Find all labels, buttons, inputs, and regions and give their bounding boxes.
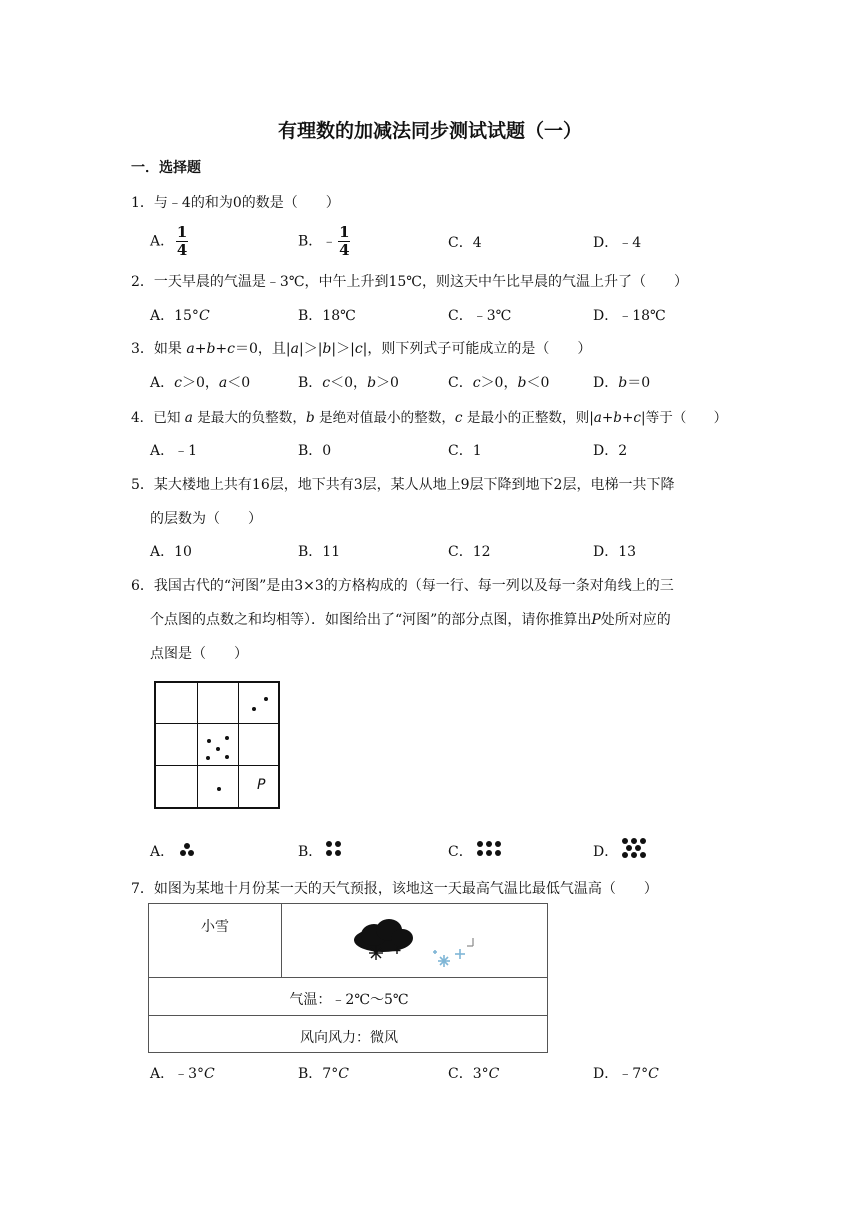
q6-option-b: B． <box>298 844 323 860</box>
six-dots-pattern <box>476 840 504 858</box>
q1-option-b: B．﹣ $\frac{1}{4}$ <box>298 223 350 259</box>
q1-option-d: D．﹣4 <box>593 235 642 251</box>
page-title: 有理数的加减法同步测试试题（一） <box>277 120 582 142</box>
fraction: $\frac{1}{4}$ <box>176 223 188 259</box>
point-dot <box>264 697 268 701</box>
question-6-stem-line-2: 个点图的点数之和均相等）．如图给出了“河图”的部分点图，请你推算出P处所对应的 <box>150 612 671 628</box>
q3-option-b: B．c＜0，b＞0 <box>298 375 399 391</box>
q4-option-d: D．2 <box>593 443 628 459</box>
q3-option-c: C．c＞0，b＜0 <box>448 375 550 391</box>
wind-info: 风向风力：微风 <box>300 1030 398 1046</box>
q2-option-a: A．15°C <box>150 308 210 324</box>
point-dot <box>225 736 229 740</box>
question-5-stem-line-1: 5．某大楼地上共有16层，地下共有3层，某人从地上9层下降到地下2层，电梯一共下降 <box>131 477 675 493</box>
snow-cloud-icon <box>349 918 479 970</box>
weather-condition: 小雪 <box>201 919 229 935</box>
q6-option-c: C． <box>448 844 473 860</box>
point-dot <box>252 707 256 711</box>
q1-option-a: A． $\frac{1}{4}$ <box>150 223 188 259</box>
question-6-stem-line-1: 6．我国古代的“河图”是由3×3的方格构成的（每一行、每一列以及每一条对角线上的三 <box>131 578 674 594</box>
q7-option-b: B．7°C <box>298 1066 349 1082</box>
q4-option-b: B．0 <box>298 443 332 459</box>
three-dots-pattern <box>178 842 198 858</box>
question-5-stem-line-2: 的层数为（ ） <box>150 511 262 527</box>
point-dot <box>206 756 210 760</box>
q7-option-a: A．﹣3°C <box>150 1066 215 1082</box>
q4-option-c: C．1 <box>448 443 482 459</box>
question-7-stem: 7．如图为某地十月份某一天的天气预报，该地这一天最高气温比最低气温高（ ） <box>131 881 658 897</box>
question-4-stem: 4．已知 a 是最大的负整数，b 是绝对值最小的整数，c 是最小的正整数，则|a+b+c|等于（ ） <box>131 410 728 426</box>
point-dot <box>216 747 220 751</box>
four-dots-pattern <box>325 840 345 858</box>
q3-option-a: A．c＞0，a＜0 <box>150 375 251 391</box>
nine-dots-pattern <box>620 837 650 861</box>
q5-option-c: C．12 <box>448 544 491 560</box>
q2-option-c: C．﹣3℃ <box>448 308 512 324</box>
temperature-range: 气温：﹣2℃～5℃ <box>289 992 409 1008</box>
q2-option-b: B．18℃ <box>298 308 356 324</box>
q7-option-c: C．3°C <box>448 1066 500 1082</box>
question-2-stem: 2．一天早晨的气温是﹣3℃，中午上升到15℃，则这天中午比早晨的气温上升了（ ） <box>131 274 688 290</box>
point-dot <box>217 787 221 791</box>
question-1-stem: 1．与﹣4的和为0的数是（ ） <box>131 195 340 211</box>
point-dot <box>225 755 229 759</box>
q6-option-a: A． <box>150 844 175 860</box>
q4-option-a: A．﹣1 <box>150 443 198 459</box>
question-3-stem: 3．如果 a+b+c＝0，且|a|＞|b|＞|c|，则下列式子可能成立的是（ ） <box>131 341 592 357</box>
question-6-stem-line-3: 点图是（ ） <box>150 646 248 662</box>
q7-option-d: D．﹣7°C <box>593 1066 659 1082</box>
q1-option-c: C．4 <box>448 235 482 251</box>
q5-option-b: B．11 <box>298 544 341 560</box>
hetu-grid-figure <box>154 681 280 809</box>
weather-forecast-table <box>148 903 548 1053</box>
q2-option-d: D．﹣18℃ <box>593 308 666 324</box>
point-dot <box>207 739 211 743</box>
q3-option-d: D．b＝0 <box>593 375 651 391</box>
section-heading: 一．选择题 <box>131 160 201 176</box>
q5-option-a: A．10 <box>150 544 192 560</box>
grid-label-p: P <box>257 777 266 793</box>
q5-option-d: D．13 <box>593 544 637 560</box>
q6-option-d: D． <box>593 844 619 860</box>
fraction: $\frac{1}{4}$ <box>339 223 350 259</box>
